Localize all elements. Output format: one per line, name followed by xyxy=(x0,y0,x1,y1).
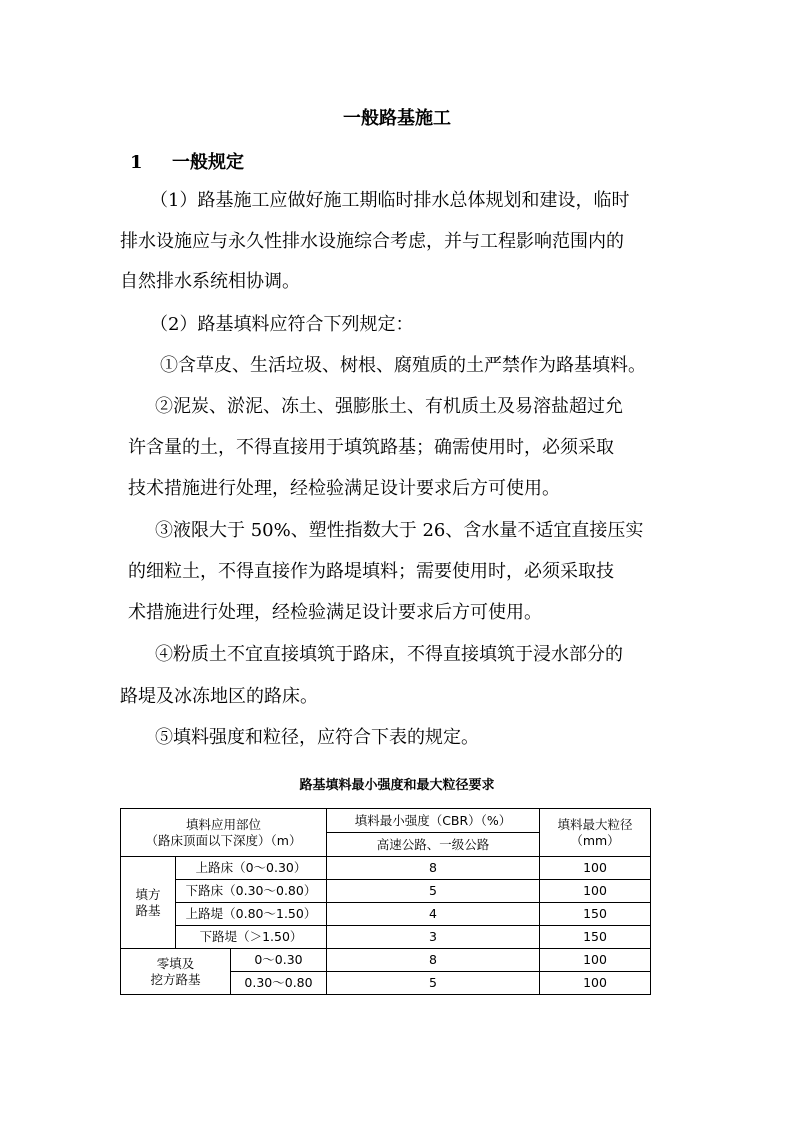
header-part: 填料应用部位 （路床顶面以下深度）（m） xyxy=(121,809,327,857)
table-row xyxy=(121,926,651,949)
cell-size: 100 xyxy=(540,949,651,972)
section-heading xyxy=(130,148,244,174)
cell-cbr: 5 xyxy=(327,972,540,995)
body-line: （1）路基施工应做好施工期临时排水总体规划和建设，临时 xyxy=(150,190,630,211)
body-line: 自然排水系统相协调。 xyxy=(120,271,300,292)
header-cbr: 填料最小强度（CBR）（%） xyxy=(327,809,540,833)
cell-part: 上路堤（0.80～1.50） xyxy=(176,903,327,926)
cell-cbr: 8 xyxy=(327,949,540,972)
cell-part: 0.30～0.80 xyxy=(231,972,327,995)
cell-cbr: 3 xyxy=(327,926,540,949)
cell-part: 下路床（0.30～0.80） xyxy=(176,880,327,903)
body-line: 许含量的土，不得直接用于填筑路基；确需使用时，必须采取 xyxy=(128,437,614,458)
body-line: 路堤及冰冻地区的路床。 xyxy=(120,686,318,707)
cell-cbr: 4 xyxy=(327,903,540,926)
body-line: 术措施进行处理，经检验满足设计要求后方可使用。 xyxy=(128,602,542,623)
table-row xyxy=(121,949,651,972)
page-title: 一般路基施工 xyxy=(343,108,451,129)
group-label-cut: 零填及 挖方路基 xyxy=(121,949,231,995)
body-line: （2）路基填料应符合下列规定： xyxy=(150,314,414,335)
cell-cbr: 8 xyxy=(327,857,540,880)
cell-size: 100 xyxy=(540,880,651,903)
body-line: 技术措施进行处理，经检验满足设计要求后方可使用。 xyxy=(128,478,560,499)
cell-size: 150 xyxy=(540,926,651,949)
cell-cbr: 5 xyxy=(327,880,540,903)
section-title: 一般规定 xyxy=(172,152,244,173)
cell-part: 下路堤（＞1.50） xyxy=(176,926,327,949)
cell-size: 100 xyxy=(540,972,651,995)
fill-requirements-table xyxy=(120,808,651,995)
cell-part: 0～0.30 xyxy=(231,949,327,972)
cell-part: 上路床（0～0.30） xyxy=(176,857,327,880)
group-label-fill: 填方 路基 xyxy=(121,857,176,949)
body-line: ③液限大于 50%、塑性指数大于 26、含水量不适宜直接压实 xyxy=(155,520,644,541)
body-line: ①含草皮、生活垃圾、树根、腐殖质的土严禁作为路基填料。 xyxy=(160,355,646,376)
body-line: 的细粒土，不得直接作为路堤填料；需要使用时，必须采取技 xyxy=(128,561,614,582)
table-row xyxy=(121,880,651,903)
body-line: ⑤填料强度和粒径，应符合下表的规定。 xyxy=(155,727,479,748)
body-line: ②泥炭、淤泥、冻土、强膨胀土、有机质土及易溶盐超过允 xyxy=(155,396,623,417)
section-number: 1 xyxy=(130,152,143,173)
body-line: ④粉质土不宜直接填筑于路床，不得直接填筑于浸水部分的 xyxy=(155,644,623,665)
table-row xyxy=(121,857,651,880)
table-caption: 路基填料最小强度和最大粒径要求 xyxy=(299,778,495,793)
table-header-row xyxy=(121,809,651,833)
header-road-class: 高速公路、一级公路 xyxy=(327,833,540,857)
body-line: 排水设施应与永久性排水设施综合考虑，并与工程影响范围内的 xyxy=(120,231,624,252)
cell-size: 150 xyxy=(540,903,651,926)
header-size: 填料最大粒径 （mm） xyxy=(540,809,651,857)
table-row xyxy=(121,903,651,926)
cell-size: 100 xyxy=(540,857,651,880)
